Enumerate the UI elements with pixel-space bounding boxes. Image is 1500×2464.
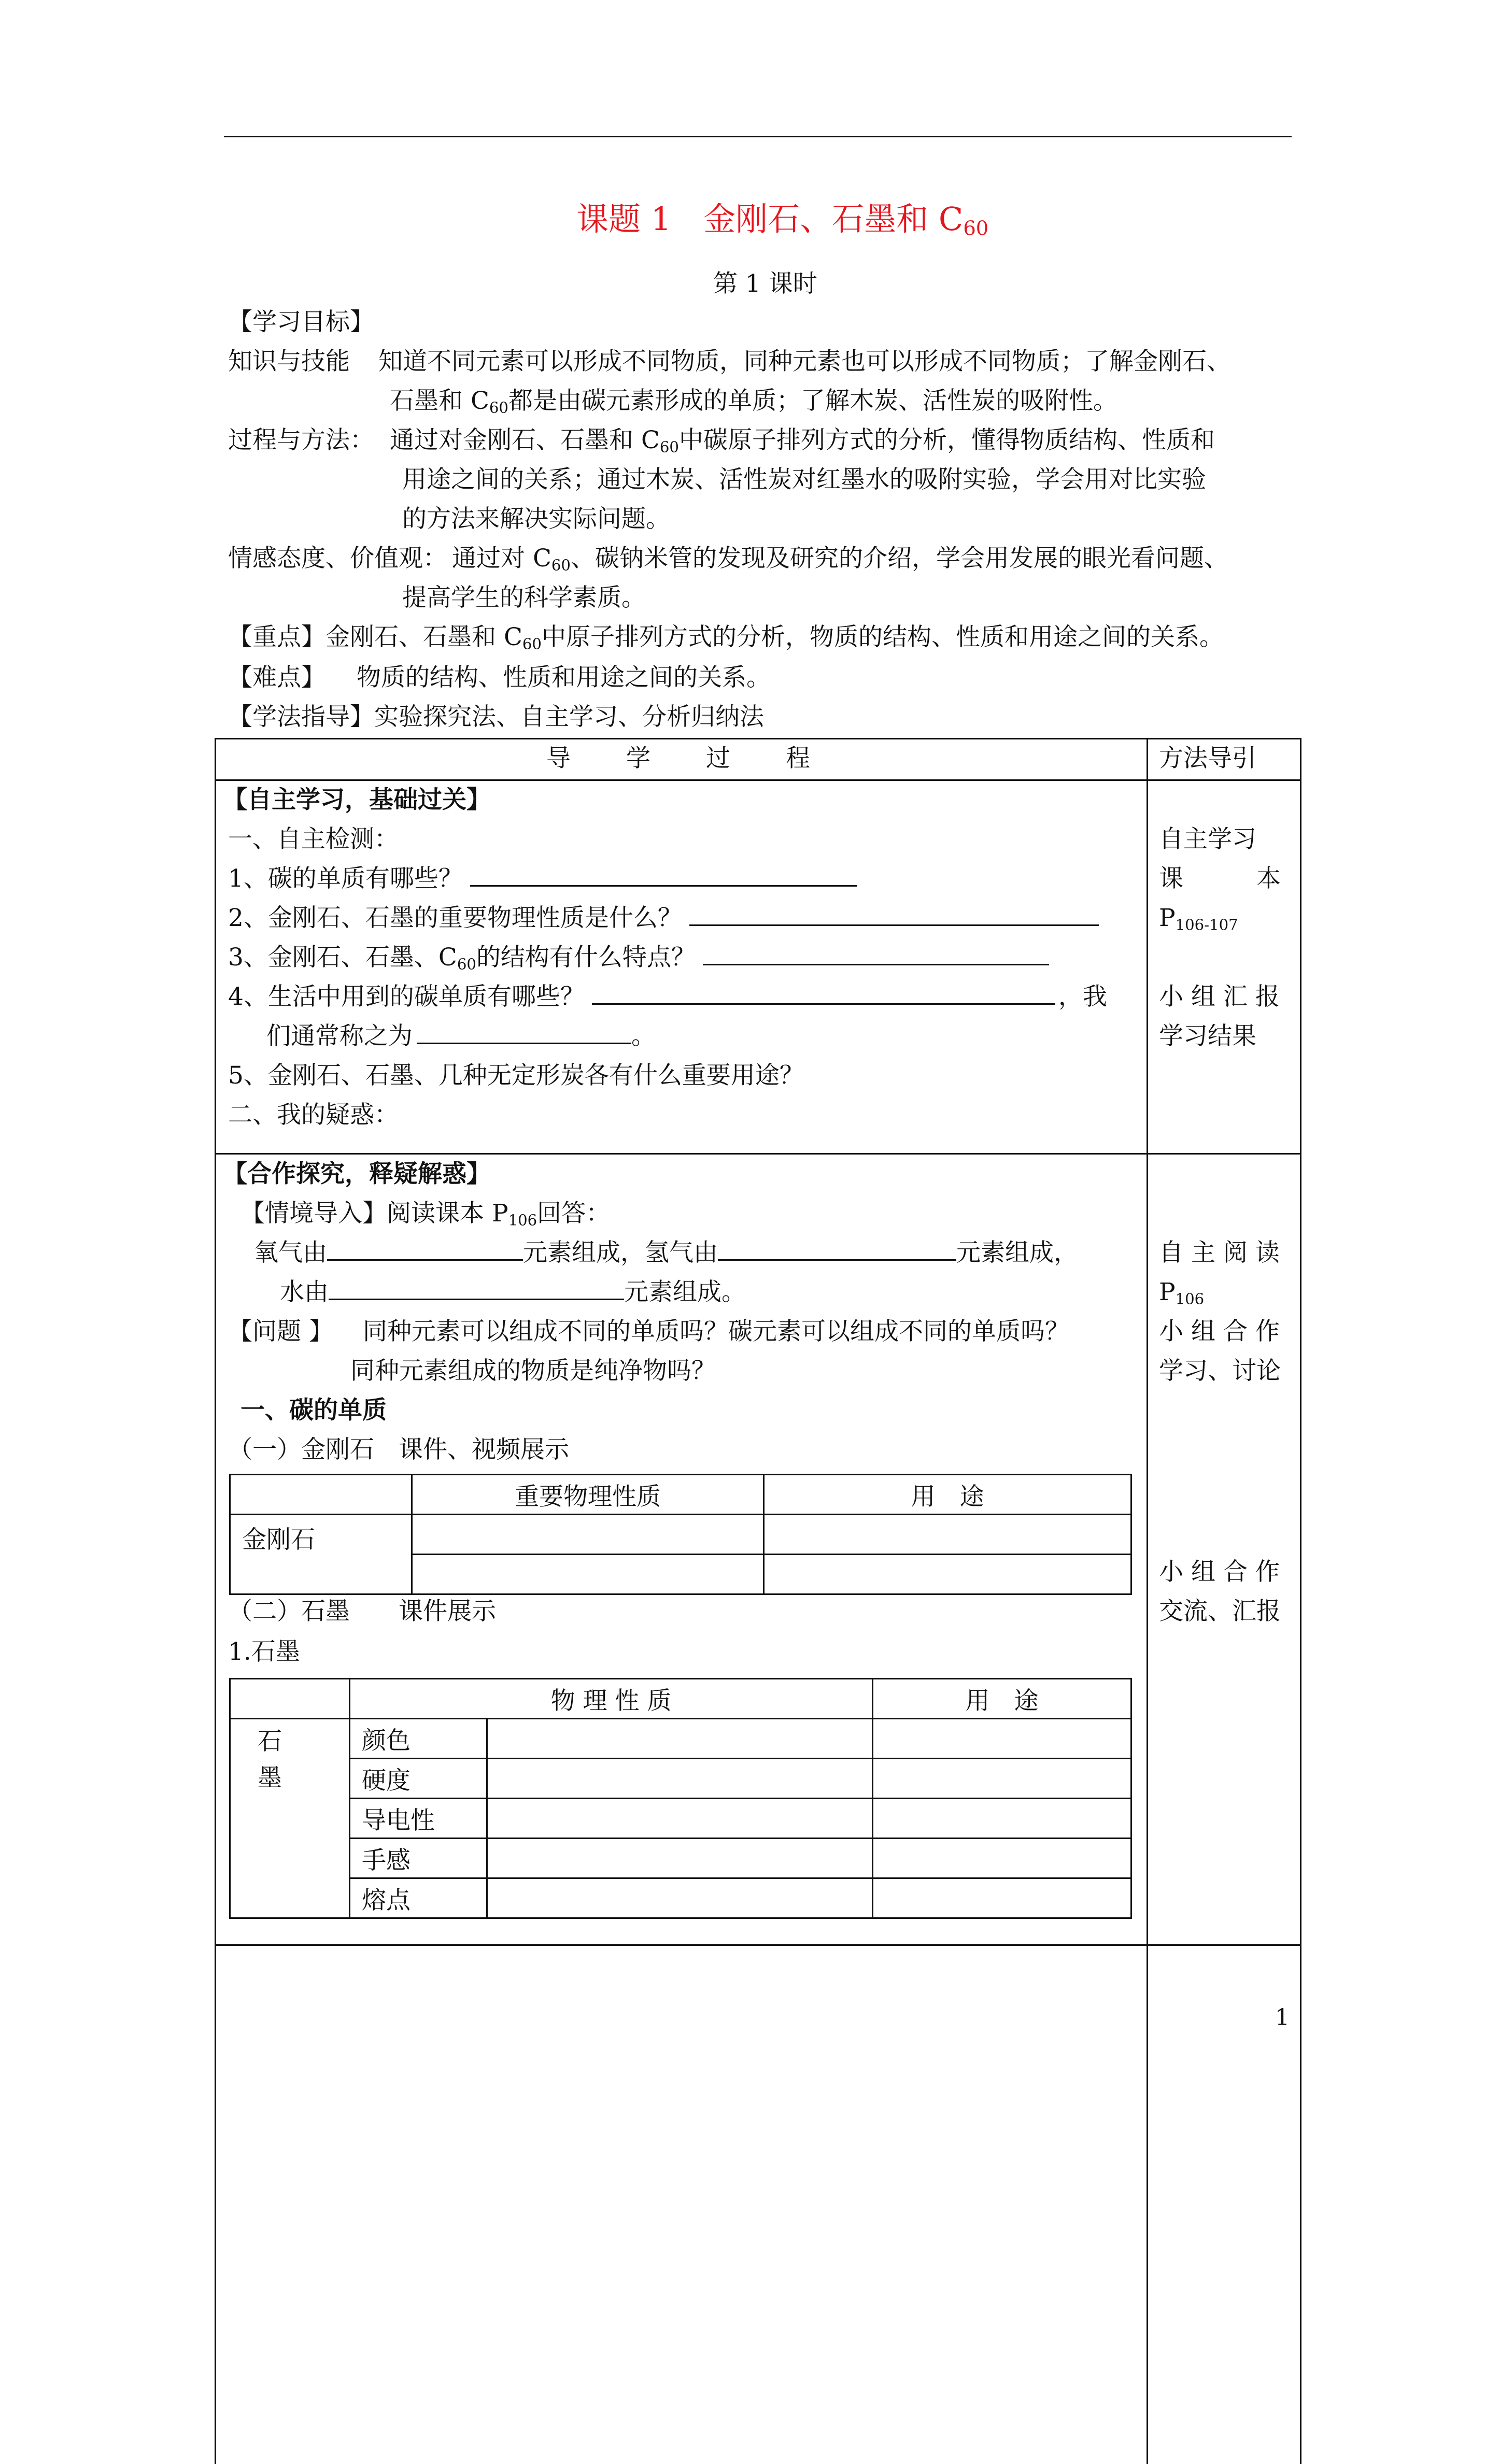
sec2-side-1: 自 主 阅 读: [1159, 1238, 1280, 1267]
graphite-prop-conductivity: 导电性: [350, 1799, 487, 1839]
diamond-table: [229, 1474, 1132, 1595]
emotion-line-2: 提高学生的科学素质。: [402, 583, 646, 612]
diamond-use-cell[interactable]: [764, 1555, 1131, 1594]
sec2-heading: 【合作探究，释疑解惑】: [223, 1160, 491, 1188]
graphite-value-cell[interactable]: [487, 1878, 873, 1918]
graphite-use-cell[interactable]: [873, 1839, 1131, 1878]
knowledge-line-1: 知道不同元素可以形成不同物质，同种元素也可以形成不同物质；了解金刚石、: [378, 347, 1231, 376]
sec1-sub2: 二、我的疑惑：: [228, 1101, 399, 1129]
table-column-divider: [1147, 738, 1148, 2464]
header-process-char-1: 导: [546, 744, 571, 773]
page-title: 课题 1 金刚石、石墨和 $C_{60}$: [576, 200, 989, 240]
sec1-side-5: 学习结果: [1159, 1022, 1256, 1050]
sec1-q1: 1、碳的单质有哪些？: [228, 864, 857, 893]
sec2-question-line-1: 同种元素可以组成不同的单质吗？碳元素可以组成不同的单质吗？: [363, 1317, 1069, 1346]
hydrogen-element-blank[interactable]: [718, 1238, 956, 1261]
graphite-value-cell[interactable]: [487, 1759, 873, 1799]
sec2-question-line-2: 同种元素组成的物质是纯净物吗？: [350, 1357, 716, 1385]
graphite-sub: 1.石墨: [228, 1637, 300, 1666]
graphite-prop-feel: 手感: [350, 1839, 487, 1878]
header-process-char-3: 过: [706, 744, 730, 773]
graphite-use-cell[interactable]: [873, 1759, 1131, 1799]
header-process-char-2: 学: [626, 744, 650, 773]
table-border-bottom: [215, 1944, 1301, 1946]
graphite-col-properties: 物 理 性 质: [350, 1679, 873, 1719]
process-line-2: 用途之间的关系；通过木炭、活性炭对红墨水的吸附实验，学会用对比实验: [402, 465, 1206, 494]
diamond-col-properties: 重要物理性质: [412, 1475, 764, 1515]
sec1-side-1: 自主学习: [1159, 825, 1256, 853]
sec2-side-6: 交流、汇报: [1159, 1597, 1281, 1626]
knowledge-line-2: 石墨和 $C_{60}$都是由碳元素形成的单质；了解木炭、活性炭的吸附性。: [390, 387, 1117, 417]
process-line-1: 通过对金刚石、石墨和 $C_{60}$中碳原子排列方式的分析，懂得物质结构、性质和: [390, 426, 1215, 456]
graphite-value-cell[interactable]: [487, 1719, 873, 1759]
sec1-side-4: 小 组 汇 报: [1159, 982, 1280, 1011]
table-border-right: [1300, 738, 1301, 2464]
method-guide: 【学法指导】实验探究法、自主学习、分析归纳法: [228, 703, 764, 731]
diamond-property-cell[interactable]: [412, 1515, 764, 1555]
process-line-3: 的方法来解决实际问题。: [402, 505, 670, 533]
table-section-divider: [215, 1153, 1301, 1155]
graphite-use-cell[interactable]: [873, 1878, 1131, 1918]
sec2-intro: 【情境导入】阅读课本 $P_{106}$回答：: [240, 1199, 611, 1229]
diamond-row-label: 金刚石: [230, 1515, 412, 1594]
sec1-side-2a: 课: [1159, 864, 1183, 893]
lesson-label: 第 1 课时: [713, 269, 817, 298]
process-label: 过程与方法：: [228, 426, 374, 454]
difficulty: 【难点】 物质的结构、性质和用途之间的关系。: [228, 663, 771, 692]
q4-name-blank[interactable]: [417, 1022, 631, 1044]
oxygen-element-blank[interactable]: [327, 1238, 523, 1261]
diamond-property-cell[interactable]: [412, 1555, 764, 1594]
key-point: 【重点】金刚石、石墨和 $C_{60}$中原子排列方式的分析，物质的结构、性质和用途之间的关系。: [228, 623, 1224, 653]
diamond-table-corner: [230, 1475, 412, 1515]
header-process-char-4: 程: [786, 744, 810, 773]
sec2-oxygen-line: 氧气由 元素组成，氢气由 元素组成，: [254, 1238, 1078, 1267]
graphite-row-label: 石 墨: [230, 1719, 350, 1918]
graphite-title: （二）石墨 课件展示: [228, 1597, 496, 1626]
sec1-q3: 3、金刚石、石墨、$C_{60}$的结构有什么特点？: [228, 943, 1049, 973]
goals-header: 【学习目标】: [228, 308, 374, 336]
sec1-q4-line2: 们通常称之为 。: [266, 1022, 656, 1050]
q4-answer-blank[interactable]: [592, 982, 1055, 1005]
header-rule: [224, 136, 1292, 137]
emotion-line-1: 通过对 $C_{60}$、碳钠米管的发现及研究的介绍，学会用发展的眼光看问题、: [452, 544, 1228, 574]
sec2-side-3: 小 组 合 作: [1159, 1317, 1280, 1346]
table-border-left: [215, 738, 216, 2464]
graphite-prop-color: 颜色: [350, 1719, 487, 1759]
sec1-q4: 4、生活中用到的碳单质有哪些？ ，我: [228, 982, 1107, 1011]
sec2-side-2: $P_{106}$: [1159, 1278, 1205, 1308]
header-method: 方法导引: [1159, 744, 1256, 773]
graphite-use-cell[interactable]: [873, 1719, 1131, 1759]
graphite-use-cell[interactable]: [873, 1799, 1131, 1839]
sec1-q2: 2、金刚石、石墨的重要物理性质是什么？: [228, 904, 1099, 933]
graphite-table-corner: [230, 1679, 350, 1719]
sec1-q5: 5、金刚石、石墨、几种无定形炭各有什么重要用途？: [228, 1061, 804, 1090]
sec2-part1: 一、碳的单质: [240, 1396, 387, 1425]
sec1-sub1: 一、自主检测：: [228, 825, 399, 853]
sec2-side-4: 学习、讨论: [1159, 1357, 1281, 1385]
diamond-use-cell[interactable]: [764, 1515, 1131, 1555]
sec2-side-5: 小 组 合 作: [1159, 1558, 1280, 1586]
sec1-side-2b: 本: [1256, 864, 1281, 893]
graphite-value-cell[interactable]: [487, 1799, 873, 1839]
diamond-col-uses: 用 途: [764, 1475, 1131, 1515]
emotion-label: 情感态度、价值观：: [228, 544, 447, 573]
graphite-value-cell[interactable]: [487, 1839, 873, 1878]
water-element-blank[interactable]: [329, 1278, 624, 1300]
knowledge-label: 知识与技能: [228, 347, 350, 376]
diamond-title: （一）金刚石 课件、视频展示: [228, 1435, 569, 1464]
graphite-prop-hardness: 硬度: [350, 1759, 487, 1799]
q3-answer-blank[interactable]: [703, 943, 1049, 965]
sec1-heading: 【自主学习，基础过关】: [223, 786, 491, 814]
sec1-side-3: $P_{106-107}$: [1159, 904, 1238, 934]
q1-answer-blank[interactable]: [470, 864, 857, 887]
sec2-water-line: 水由 元素组成。: [280, 1278, 746, 1306]
sec2-question-label: 【问题 】: [228, 1317, 333, 1346]
table-border-top: [215, 738, 1301, 739]
q2-answer-blank[interactable]: [689, 904, 1099, 926]
graphite-col-uses: 用 途: [873, 1679, 1131, 1719]
page-number: 1: [1275, 2004, 1290, 2031]
graphite-prop-melting-point: 熔点: [350, 1878, 487, 1918]
table-header-bottom: [215, 779, 1301, 781]
graphite-table: [229, 1678, 1132, 1919]
